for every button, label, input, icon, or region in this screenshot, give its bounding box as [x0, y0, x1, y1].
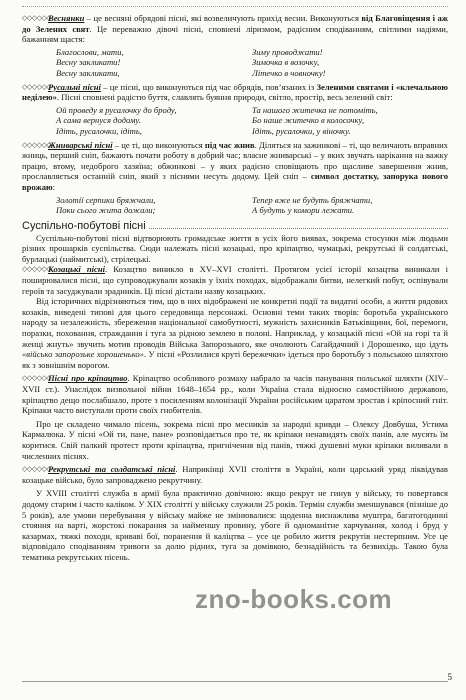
- paragraph-marker: ◇◇◇◇◇◇: [22, 265, 52, 274]
- term-kripatstvo: Пісні про кріпацтво: [48, 373, 128, 384]
- bottom-rule: [22, 681, 448, 682]
- term-vesnianky: Веснянки: [48, 13, 85, 23]
- paragraph-kozatski: ◇◇◇◇◇◇Козацькі пісні. Козацтво виникло в XV–XVI столітті. Протягом усієї історії козацтва виникали і поширювалися пісні, що супроводжували козаків у їхніх походах, відображали битви, нелегкий побут, оспівували героїв та засуджували зрадників. Ці пісні дістали назву козацьких.: [22, 264, 448, 296]
- term-zhnyvarski: Жниварські пісні: [48, 139, 113, 150]
- section-title: Суспільно-побутові пісні: [22, 219, 146, 232]
- paragraph-zhnyvarski: ◇◇◇◇◇◇Жниварські пісні – це ті, що виконуються під час жнив. Діляться на зажинкові – ті, що величають вправних жниць, перший сніп, бажають почати роботу в добрий час; власне жниварські – у яких звучать нарікання на важку працю, втому, недоброго хазяїна; обжинкові – у яких радісно сповіщають про щасливе завершення жнив, прославляється останній сніп, який з піснями несуть додому. Цей сніп – символ достатку, запорука нового врожаю:: [22, 139, 448, 192]
- verse-right: Тепер вже не будуть бряжчати, А будуть у комори лежати.: [252, 194, 373, 216]
- term-rusalni: Русальні пісні: [48, 81, 101, 92]
- paragraph-rusalni: ◇◇◇◇◇◇Русальні пісні – це пісні, що виконуються під час обрядів, пов’язаних із Зеленими святами і «клечальною неділею». Пісні сповнені радістю буття, славлять буяння природи, світло, простір, весь зелений світ:: [22, 81, 448, 103]
- verse-right: Зиму проводжати! Зимочка в возочку, Літечко в човночку!: [252, 46, 326, 78]
- paragraph-marker: ◇◇◇◇◇◇: [22, 465, 52, 474]
- verse-rusalni: [56, 105, 448, 137]
- verse-left: Ой проведу я русалочку до броду, А сама вернуся додому. Ідіть, русалочки, ідіть,: [56, 104, 177, 136]
- paragraph-kripatstvo-songs: Про це складено чимало пісень, зокрема пісні про месників за народні кривди – Олексу Довбуша, Устима Кармалюка. У пісні «Ой ти, пане, пане» розповідається про те, як кріпаки ненавидять своїх панів, але мусять їм коритися. Свій палкий протест проти кріпацтва, пригнічення від панів, тяжкі душевні муки кріпаки виливали в численних піснях.: [22, 418, 448, 461]
- paragraph-vesnianky: ◇◇◇◇◇◇Веснянки – це весняні обрядові пісні, які возвеличують прихід весни. Виконуються від Благовіщення і аж до Зелених свят. Це переважно дівочі пісні, сповнені ліризмом, радісним сподіванням, світлими надіями, бажанням щастя:: [22, 13, 449, 45]
- verse-left: Золотії серпики бряжчали, Поки сього жита дожали;: [56, 194, 156, 216]
- paragraph-intro: Суспільно-побутові пісні відтворюють громадське життя в усіх його виявах, зокрема стосунки між людьми різних прошарків суспільства. Сюди належать пісні козацькі, про кріпацтво, чумацькі, рекрутські й солдатські, бурлацькі (наймитські), стрілецькі.: [22, 232, 448, 264]
- term-rekrutski: Рекрутські та солдатські пісні: [48, 464, 176, 475]
- term-kozatski: Козацькі пісні: [48, 264, 106, 275]
- page-content: [22, 6, 448, 563]
- paragraph-kozatski-themes: Від історичних відрізняються тим, що в них відображені не конкретні події та видатні особи, а життя рядових козаків, виведені типові для цього середовища персонажі. Основні теми таких творів: боротьба українського народу за незалежність, збереження національної самобутності, мужність захисників Батьківщини, бої, перемоги, поразки, поховання, страждання і туга за рідною землею в полоні. Наприклад, у козацькій пісні «Ой на горі та й женці жнуть» звучить мотив проводів Війська Запорозького, яке очолюють Сагайдачний і Дорошенко, що ідуть «військо запорозьке хорошенько». У пісні «Розлилися круті бережечки» ідеться про боротьбу з польською шляхтою як з зовнішнім ворогом.: [22, 296, 448, 370]
- page-number: 5: [447, 672, 452, 682]
- top-dotted-rule: [22, 6, 448, 11]
- paragraph-rekrutski: ◇◇◇◇◇◇Рекрутські та солдатські пісні. Наприкінці XVII століття в Україні, коли царський уряд ліквідував козацьке військо, було запроваджено рекрутчину.: [22, 464, 448, 485]
- verse-vesnianky: [56, 47, 448, 79]
- paragraph-marker: ◇◇◇◇◇◇: [22, 82, 52, 91]
- section-dotted-rule: [149, 222, 448, 229]
- section-heading: [22, 220, 448, 232]
- verse-zhnyvarski: [56, 195, 448, 216]
- paragraph-rekrutski-service: У XVIII столітті служба в армії була практично довічною: якщо рекрут не гинув у війську, то повертався додому старим і часто каліком. У XIX столітті у війську служили 25 років. Термін служби зменшувався (пізніше до 5 років), але умови перебування у війську майже не змінювалися: щоденна виснажлива муштра, багатогодинні стояння на варті, жорстокі покарання за найменшу провину, убоге й одноманітне харчування, холод і бруд у казармах, тяжкі походи, криваві бої, поранення й каліцтва – усе це робило життя рекрутів нестерпним. Усе це відповідало сподіванням тривоги за долю рідних, туга за домівкою, безнадійність та безвихідь. Такою була тематика рекрутських пісень.: [22, 488, 448, 562]
- paragraph-kripatstvo: ◇◇◇◇◇◇Пісні про кріпацтво. Кріпацтво особливого розмаху набрало за часів панування польської шляхти (XIV–XVII ст.). Унаслідок визвольної війни 1648–1654 рр., коли Україна стала відносно самостійною державою, кріпацтво дещо послабшало, проте з посиленням колонізації України російським царатом зростав і кріпосний гніт. Кріпаки часто виступали проти своїх гнобителів.: [22, 373, 448, 416]
- paragraph-marker: ◇◇◇◇◇◇: [22, 14, 52, 22]
- paragraph-marker: ◇◇◇◇◇◇: [22, 374, 52, 383]
- verse-right: Та нашого житечка не потоміть, Бо наше житечко в колосочку, Ідіть, русалочки, у віночку.: [252, 104, 378, 136]
- watermark: zno-books.com: [195, 584, 393, 614]
- paragraph-marker: ◇◇◇◇◇◇: [22, 140, 52, 149]
- verse-left: Благослови, мати, Весну закликати! Весну закликати,: [56, 46, 124, 78]
